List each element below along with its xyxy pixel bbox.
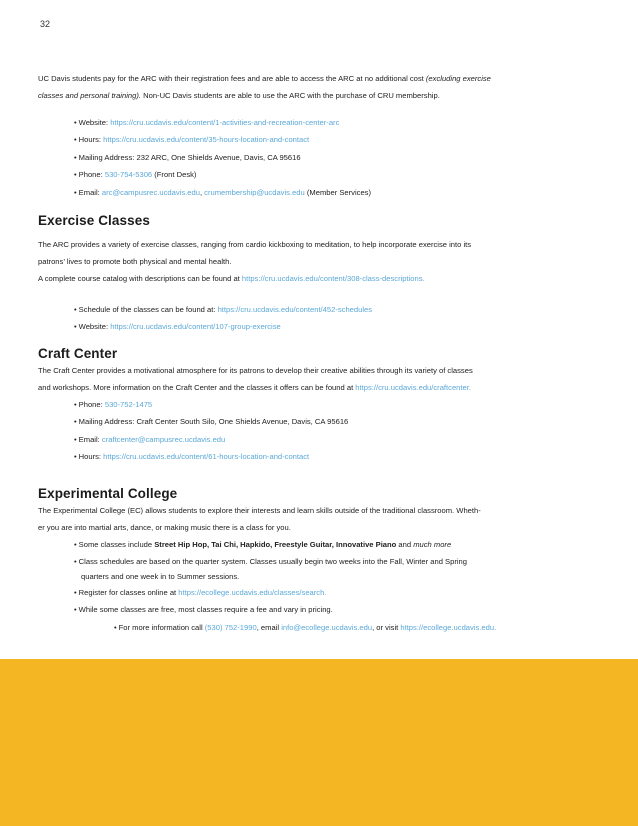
exercise-info-list: [38, 301, 578, 336]
group-exercise-link[interactable]: https://cru.ucdavis.edu/content/107-group-exercise: [110, 322, 281, 332]
cru-membership-email-link[interactable]: crumembership@ucdavis.edu: [204, 187, 305, 197]
more-visit-label: , or visit: [372, 622, 401, 632]
arc-website-link[interactable]: https://cru.ucdavis.edu/content/1-activities-and-recreation-center-arc: [110, 118, 340, 127]
list-item: • Hours: https://cru.ucdavis.edu/content/35-hours-location-and-contact: [74, 135, 310, 145]
arc-phone-link[interactable]: 530-754-5306: [104, 170, 153, 180]
footer-color-band: [0, 659, 638, 826]
arc-intro-text-2: Non-UC Davis students are able to use the ARC with the purchase of CRU membership.: [141, 91, 440, 100]
craft-text: and workshops. More information on the Craft Center and the classes it offers can be found at: [38, 382, 356, 392]
schedule-text: Class schedules are based on the quarter system. Classes usually begin two weeks into the Fall, Winter and Spring: [78, 556, 467, 566]
list-item: • For more information call (530) 752-1990, email info@ecollege.ucdavis.edu, or visit https://ecollege.ucdavis.edu.: [114, 622, 497, 632]
list-item: • Register for classes online at https://ecollege.ucdavis.edu/classes/search.: [74, 587, 327, 597]
experimental-para-2: er you are into martial arts, dance, or making music there is a class for you.: [38, 523, 291, 533]
craft-hours-link[interactable]: https://cru.ucdavis.edu/content/61-hours-location-and-contact: [103, 452, 310, 462]
email-suffix: (Member Services): [304, 187, 371, 197]
ecollege-email-link[interactable]: info@ecollege.ucdavis.edu: [281, 622, 373, 632]
schedule-label: Schedule of the classes can be found at:: [78, 305, 218, 315]
list-item: • Hours: https://cru.ucdavis.edu/content/61-hours-location-and-contact: [74, 452, 310, 462]
hours-label: Hours:: [78, 452, 104, 462]
craft-para-2: [38, 379, 578, 396]
arc-email-link[interactable]: arc@campusrec.ucdavis.edu: [101, 187, 200, 197]
schedule-text-cont: quarters and one week in to Summer sessions.: [81, 571, 240, 581]
experimental-college-heading: Experimental College: [38, 486, 178, 502]
classes-more: much more: [413, 540, 452, 550]
website-label: Website:: [78, 322, 111, 332]
arc-intro-cont: [38, 87, 578, 104]
list-item: • Website: https://cru.ucdavis.edu/content/107-group-exercise: [74, 322, 281, 332]
craft-phone-link[interactable]: 530-752-1475: [104, 399, 153, 409]
arc-intro-italic: (excluding exercise: [425, 74, 491, 83]
list-item: • While some classes are free, most classes require a fee and vary in pricing.: [74, 605, 333, 615]
list-item: • Mailing Address: Craft Center South Silo, One Shields Avenue, Davis, CA 95616: [74, 417, 349, 427]
schedules-link[interactable]: https://cru.ucdavis.edu/content/452-schedules: [217, 305, 373, 315]
classes-and: and: [396, 540, 414, 550]
list-item: • Some classes include Street Hip Hop, Tai Chi, Hapkido, Freestyle Guitar, Innovative Piano and much more: [74, 540, 452, 550]
craft-mailing-address: Mailing Address: Craft Center South Silo, One Shields Avenue, Davis, CA 95616: [78, 417, 349, 427]
list-item: • Class schedules are based on the quarter system. Classes usually begin two weeks into the Fall, Winter and Spring quarters and one week in to Summer sessions.: [74, 556, 467, 581]
email-label: Email:: [78, 187, 102, 197]
arc-mailing-address: Mailing Address: 232 ARC, One Shields Avenue, Davis, CA 95616: [78, 152, 301, 162]
ecollege-search-link[interactable]: https://ecollege.ucdavis.edu/classes/search.: [178, 587, 327, 597]
arc-info-list: [38, 114, 578, 201]
class-names: Street Hip Hop, Tai Chi, Hapkido, Freestyle Guitar, Innovative Piano: [154, 540, 397, 550]
list-item: • Schedule of the classes can be found at: https://cru.ucdavis.edu/content/452-schedules: [74, 305, 373, 315]
exercise-classes-heading: Exercise Classes: [38, 213, 150, 229]
website-label: Website:: [78, 118, 111, 127]
page-content: [38, 70, 578, 636]
arc-hours-link[interactable]: https://cru.ucdavis.edu/content/35-hours-location-and-contact: [103, 135, 310, 145]
phone-label: Phone:: [78, 170, 105, 180]
email-label: Email:: [78, 434, 102, 444]
list-item: • Email: craftcenter@campusrec.ucdavis.edu: [74, 434, 226, 444]
experimental-info-list: [38, 536, 578, 636]
list-item: • Mailing Address: 232 ARC, One Shields Avenue, Davis, CA 95616: [74, 152, 301, 162]
list-item: • Website: https://cru.ucdavis.edu/content/1-activities-and-recreation-center-arc: [74, 118, 340, 127]
craft-center-link[interactable]: https://cru.ucdavis.edu/craftcenter.: [355, 382, 471, 392]
pricing-text: While some classes are free, most classes require a fee and vary in pricing.: [78, 605, 333, 615]
craft-info-list: [38, 396, 578, 466]
exercise-para-1: The ARC provides a variety of exercise classes, ranging from cardio kickboxing to meditation, to help incorporate exercise into its: [38, 240, 472, 250]
email-separator: ,: [199, 187, 205, 197]
more-email-label: , email: [256, 622, 282, 632]
hours-label: Hours:: [78, 135, 104, 145]
page-number: 32: [40, 19, 51, 29]
craft-para-1: The Craft Center provides a motivational atmosphere for its patrons to develop their creative abilities through its variety of classes: [38, 365, 473, 375]
exercise-para-2: patrons’ lives to promote both physical and mental health.: [38, 257, 232, 267]
arc-intro: [38, 70, 578, 87]
experimental-para-1: The Experimental College (EC) allows students to explore their interests and learn skills outside of the traditional classroom. Wheth-: [38, 506, 481, 516]
list-item: • Phone: 530-754-5306 (Front Desk): [74, 170, 197, 180]
craft-center-heading: Craft Center: [38, 345, 118, 361]
class-descriptions-link[interactable]: https://cru.ucdavis.edu/content/308-class-descriptions.: [241, 274, 425, 284]
arc-intro-italic-2: classes and personal training).: [38, 91, 141, 100]
ecollege-website-link[interactable]: https://ecollege.ucdavis.edu.: [400, 622, 497, 632]
list-item: • Phone: 530-752-1475: [74, 399, 153, 409]
ecollege-phone-link[interactable]: (530) 752-1990: [204, 622, 257, 632]
list-item: • Email: arc@campusrec.ucdavis.edu, crumembership@ucdavis.edu (Member Services): [74, 187, 371, 197]
craft-email-link[interactable]: craftcenter@campusrec.ucdavis.edu: [101, 434, 226, 444]
phone-label: Phone:: [78, 399, 105, 409]
arc-intro-text: UC Davis students pay for the ARC with their registration fees and are able to access the ARC at no additional cost: [38, 74, 426, 83]
phone-suffix: (Front Desk): [152, 170, 197, 180]
catalog-text: A complete course catalog with descriptions can be found at: [38, 274, 242, 284]
exercise-para-3: [38, 270, 578, 287]
classes-prefix: Some classes include: [78, 540, 155, 550]
register-label: Register for classes online at: [78, 587, 179, 597]
more-info-label: For more information call: [118, 622, 205, 632]
